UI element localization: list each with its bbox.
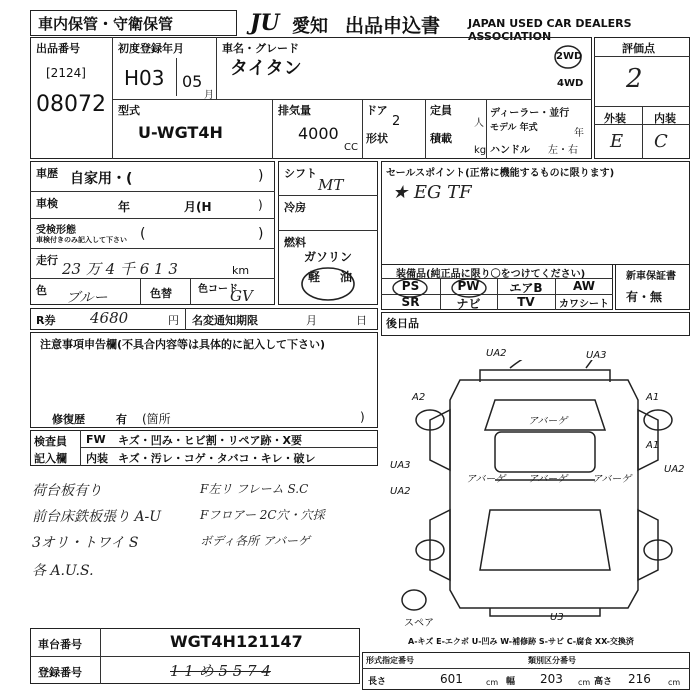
usage-value: 自家用・( xyxy=(70,171,133,187)
km-unit: km xyxy=(232,264,250,277)
warranty-opts: 有・無 xyxy=(626,290,663,304)
recycle-amount: 4680 xyxy=(90,309,129,327)
recycle-yen: 円 xyxy=(168,314,179,327)
fuel-gasoline: ガソリン xyxy=(304,250,353,264)
capacity-label: 定員 xyxy=(430,104,452,117)
score-value: 2 xyxy=(626,64,643,94)
equip-tv: TV xyxy=(517,295,535,309)
shift-label: シフト xyxy=(284,167,317,180)
model-value: U-WGT4H xyxy=(138,123,223,142)
inspector-note-2: 前台床鉄板張り A-U xyxy=(32,509,162,525)
vin-value: WGT4H121147 xyxy=(170,632,303,651)
equip-circles xyxy=(381,276,511,310)
length-value: 601 xyxy=(440,672,463,686)
fuel-circle-mark xyxy=(296,264,360,304)
width-value: 203 xyxy=(540,672,563,686)
equip-leather-seat: カワシート xyxy=(559,299,609,310)
length-label: 長さ xyxy=(368,677,387,687)
damage-legend: A-キズ E-エクボ U-凹み W-補修跡 S-サビ C-腐食 XX-交換済 xyxy=(408,637,634,646)
cc-unit: CC xyxy=(344,142,358,153)
inspector-note-6: Fフロアー 2C穴・穴採 xyxy=(200,508,325,522)
selling-points-label: セールスポイント(正常に機能するものに限ります) xyxy=(386,168,615,179)
door-label: ドア xyxy=(366,104,388,117)
form-paren-close: ) xyxy=(258,226,264,242)
displacement-label: 排気量 xyxy=(278,104,311,117)
car-name: タイタン xyxy=(230,58,302,79)
drive-2wd: 2WD xyxy=(556,51,583,62)
height-unit: cm xyxy=(668,678,681,687)
inspector-note-7: ボディ各所 アバーゲ xyxy=(200,534,310,548)
dealer-label: ディーラー・並行 xyxy=(490,108,570,119)
rear-day-block xyxy=(381,312,690,336)
diagram-mark-ua3-top: UA3 xyxy=(586,350,607,361)
deadline-day: 日 xyxy=(356,314,367,327)
shape-label: 形状 xyxy=(366,132,388,145)
repair-label: 修復歴 xyxy=(52,413,85,426)
fuel-light: 軽 xyxy=(308,270,321,284)
first-reg-month: 05 xyxy=(182,72,203,91)
diagram-mark-ua3-left: UA3 xyxy=(390,460,411,471)
load-label: 積載 xyxy=(430,132,452,145)
model-year-label: モデル 年式 xyxy=(490,123,538,133)
usage-close: ) xyxy=(258,168,264,184)
fw-label: FW xyxy=(86,433,106,446)
ju-logo: JU xyxy=(250,10,280,36)
equipment-label: 装備品(純正品に限り〇をつけてください) xyxy=(396,269,586,280)
storage-note: 車内保管・守衛保管 xyxy=(38,15,174,33)
spare-label: スペア xyxy=(404,618,434,629)
length-unit: cm xyxy=(486,678,499,687)
height-value: 216 xyxy=(628,672,651,686)
lot-number: 08072 xyxy=(36,92,106,117)
kg-unit: kg xyxy=(474,145,487,156)
capacity-unit: 人 xyxy=(474,118,484,129)
equip-sr: SR xyxy=(401,295,420,309)
form-title: 出品申込書 xyxy=(345,15,441,37)
shift-value: MT xyxy=(318,176,344,194)
interior-items: キズ・汚レ・コゲ・タバコ・キレ・破レ xyxy=(118,452,316,465)
doors-value: 2 xyxy=(392,114,401,129)
inspector-note-3: 3オリ・トワイ S xyxy=(32,535,139,551)
form-note: 車検付きのみ記入して下さい xyxy=(36,236,127,244)
repair-close: ) xyxy=(360,410,365,424)
repair-place: (箇所 xyxy=(142,412,171,426)
diagram-mark-ua2-left: UA2 xyxy=(390,486,411,497)
exterior-grade: E xyxy=(610,131,624,152)
color-value: ブルー xyxy=(66,290,108,306)
inspector-note-5: F左リ フレーム S.C xyxy=(200,482,309,496)
handle-options: 左・右 xyxy=(548,145,578,156)
color-label: 色 xyxy=(36,284,47,297)
height-label: 高さ xyxy=(594,677,613,687)
inspector-label-1: 検査員 xyxy=(34,435,67,448)
year-unit: 年 xyxy=(574,128,584,139)
equip-aw: AW xyxy=(573,279,595,293)
diagram-mark-a1-right: A1 xyxy=(646,440,660,451)
width-unit: cm xyxy=(578,678,591,687)
reg-value: 1 1 め 5 5 7 4 xyxy=(170,662,271,680)
repair-value: 有 xyxy=(116,413,127,426)
class-label: 類別区分番号 xyxy=(528,656,576,665)
handle-label: ハンドル xyxy=(490,145,530,156)
diagram-mark-ua2-top: UA2 xyxy=(486,348,507,359)
ac-label: 冷房 xyxy=(284,201,306,214)
equip-navi: ナビ xyxy=(456,297,481,311)
recycle-label: R券 xyxy=(36,314,56,327)
rust-word-1: アバーゲ xyxy=(528,416,568,427)
rust-word-3: アバーゲ xyxy=(528,474,568,485)
fuel-label: 燃料 xyxy=(284,236,306,249)
diagram-mark-u3: U3 xyxy=(550,612,564,623)
form-label: 受検形態 xyxy=(36,225,76,236)
mileage-value: 23 万 4 千 6 1 3 xyxy=(62,260,178,278)
score-label: 評価点 xyxy=(622,42,655,55)
color-code: GV xyxy=(230,287,253,305)
car-name-label: 車名・グレード xyxy=(222,42,299,55)
drive-4wd: 4WD xyxy=(557,78,584,89)
notes-label: 注意事項申告欄(不具合内容等は具体的に記入して下さい) xyxy=(40,338,326,351)
diagram-mark-ua2-right: UA2 xyxy=(664,464,685,475)
diagram-mark-a1: A1 xyxy=(646,392,660,403)
fuel-oil: 油 xyxy=(340,270,353,284)
rust-word-4: アバーゲ xyxy=(592,474,632,485)
exterior-label: 外装 xyxy=(604,112,626,125)
form-paren: ( xyxy=(140,226,146,242)
first-reg-label: 初度登録年月 xyxy=(118,42,184,55)
equip-airbag: エアB xyxy=(509,281,543,295)
inspector-label-2: 記入欄 xyxy=(34,452,67,465)
diagram-mark-a2: A2 xyxy=(412,392,426,403)
width-label: 幅 xyxy=(506,677,516,687)
equip-ps: PS xyxy=(401,279,420,293)
first-reg-year: H03 xyxy=(124,66,165,90)
fw-items: キズ・凹み・ヒビ割・リペア跡・X要 xyxy=(118,434,303,447)
interior-label: 内装 xyxy=(654,112,676,125)
interior-grade: C xyxy=(654,131,668,152)
rear-day-label: 後日品 xyxy=(386,317,419,330)
interior-row-label: 内装 xyxy=(86,452,108,465)
form-subtitle: JAPAN USED CAR DEALERS ASSOCIATION xyxy=(468,17,632,43)
deadline-label: 名変通知期限 xyxy=(192,314,258,327)
deadline-month: 月 xyxy=(306,314,317,327)
selling-points-text: ★ EG TF xyxy=(392,182,472,203)
repaint-label: 色替 xyxy=(150,287,172,300)
lot-label: 出品番号 xyxy=(36,42,80,55)
org-name: 愛知 xyxy=(292,16,328,37)
equip-pw: PW xyxy=(457,279,480,293)
reg-label: 登録番号 xyxy=(38,666,82,679)
inspector-note-1: 荷台板有り xyxy=(32,483,102,499)
lot-prefix: [2124] xyxy=(46,66,86,80)
month-unit: 月 xyxy=(204,90,214,101)
warranty-label: 新車保証書 xyxy=(626,271,676,282)
vin-label: 車台番号 xyxy=(38,638,82,651)
inspection-year: 年 xyxy=(118,200,131,214)
displacement-value: 4000 xyxy=(298,124,339,143)
inspection-month: 月(H xyxy=(184,200,212,214)
model-label: 型式 xyxy=(118,104,140,117)
mileage-label: 走行 xyxy=(36,254,58,267)
rust-word-2: アバーゲ xyxy=(466,474,506,485)
inspection-close: ) xyxy=(258,198,263,212)
color-code-label: 色コード xyxy=(198,284,238,295)
inspection-label: 車検 xyxy=(36,197,58,210)
usage-label: 車歴 xyxy=(36,167,58,180)
spec-label: 形式指定番号 xyxy=(366,656,414,665)
inspector-note-4: 各 A.U.S. xyxy=(32,563,94,579)
